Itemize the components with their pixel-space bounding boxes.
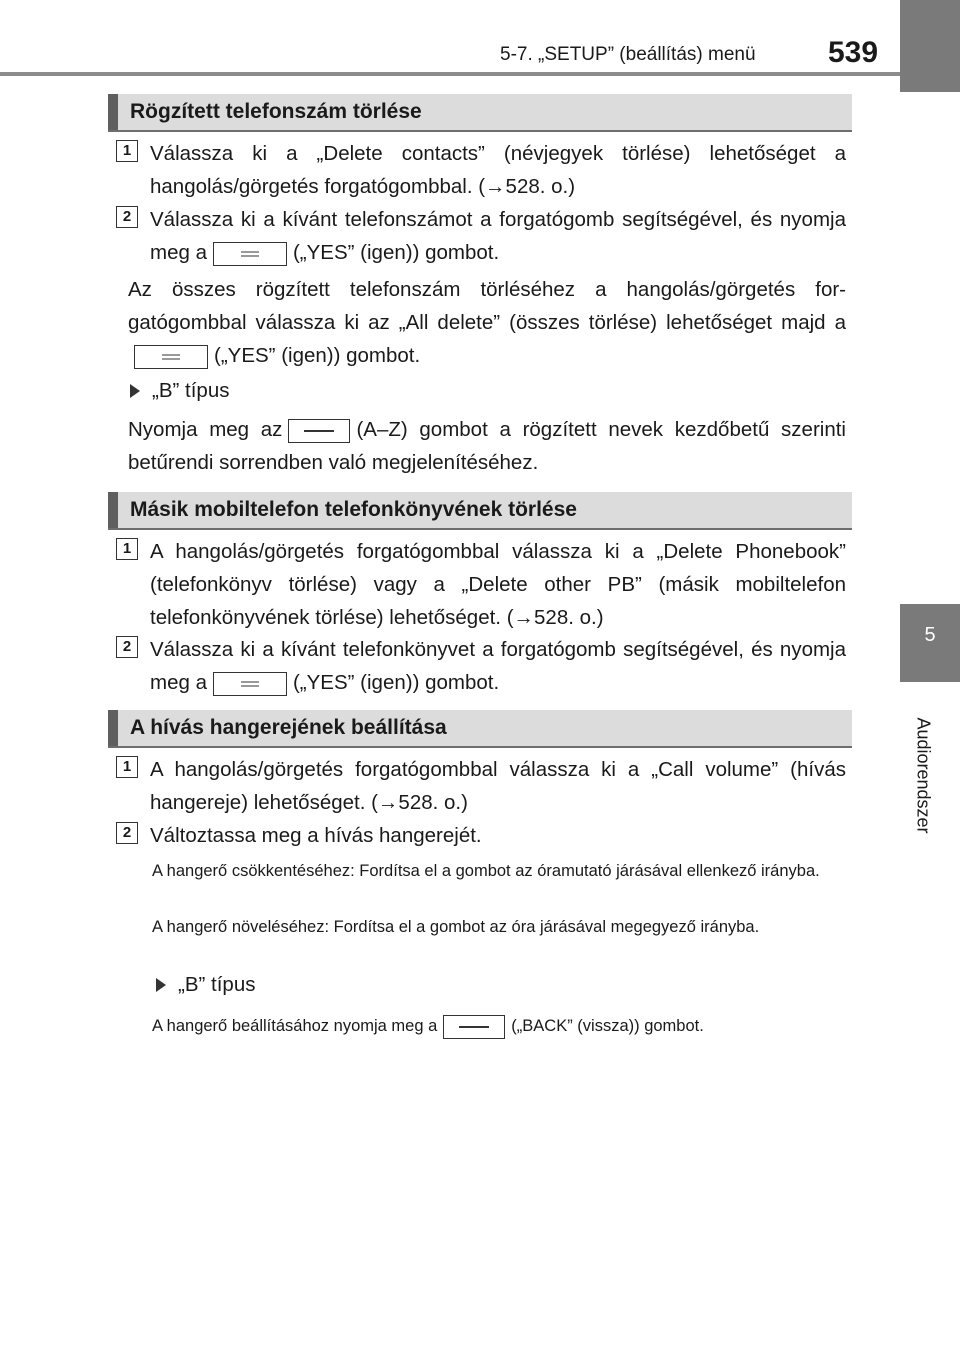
text-run: Válassza ki a kívánt telefonkönyvet a forgatógomb segítségével, és nyomja meg a — [150, 638, 846, 694]
side-tab-top — [900, 0, 960, 92]
running-header: 5-7. „SETUP” (beállítás) menü — [500, 44, 756, 65]
enter-mark-icon — [241, 251, 259, 256]
section-heading-call-volume — [108, 710, 852, 748]
text-run: A hangerő beállításához nyomja meg a — [152, 1017, 438, 1035]
enter-button-icon — [213, 672, 287, 696]
step-number: 1 — [116, 538, 138, 560]
text-run: Az összes rögzített telefonszám törléséhez a hangolás/görgetés forgatógombbal válassza ki az „All delete” (összes törlése) lehetőséget majd a — [128, 278, 846, 334]
header-divider — [0, 72, 960, 76]
step-text: Válassza ki a „Delete contacts” (névjegyek törlése) lehetőséget a hangolás/görgetés forgatógombbal. (→528. o.) — [150, 142, 846, 198]
az-button-icon — [288, 419, 350, 443]
text-run: Válassza ki a kívánt telefonszámot a forgatógomb segítségével, és nyomja meg a — [150, 208, 846, 264]
note-paragraph — [128, 273, 846, 372]
note-small: A hangerő csökkentéséhez: Fordítsa el a gombot az óramutató járásával ellenkező irányba. — [152, 862, 820, 880]
step-text — [150, 633, 846, 699]
back-button-icon — [443, 1015, 505, 1039]
step-number: 2 — [116, 822, 138, 844]
text-run: („YES” (igen)) gombot. — [292, 241, 500, 264]
type-label: „B” típus — [178, 973, 256, 996]
dash-mark-icon — [459, 1026, 489, 1028]
step-number: 2 — [116, 636, 138, 658]
step-number: 1 — [116, 756, 138, 778]
bullet-arrow-icon — [156, 978, 166, 992]
dash-mark-icon — [304, 430, 334, 432]
step-text: A hangolás/görgetés forgatógombbal válassza ki a „Delete Phonebook” (telefonkönyv törlése) vagy a „Delete other PB” (másik mobiltelefon telefonkönyvének törlése) lehetőséget. (→528. o.) — [150, 540, 846, 629]
step-text: Változtassa meg a hívás hangerejét. — [150, 824, 482, 847]
enter-button-icon — [134, 345, 208, 369]
step-number: 1 — [116, 140, 138, 162]
note-paragraph — [128, 413, 846, 479]
text-run: („YES” (igen)) gombot. — [292, 671, 500, 694]
chapter-number: 5 — [924, 624, 936, 646]
note-small: A hangerő növeléséhez: Fordítsa el a gombot az óra járásával megegyező irányba. — [152, 918, 760, 936]
step-text: A hangolás/görgetés forgatógombbal válassza ki a „Call volume” (hívás hangereje) lehetőséget. (→528. o.) — [150, 758, 846, 814]
bullet-arrow-icon — [130, 384, 140, 398]
section-title: A hívás hangerejének beállítása — [130, 716, 447, 739]
text-run: („BACK” (vissza)) gombot. — [511, 1017, 704, 1035]
note-small — [152, 1014, 852, 1039]
step-text — [150, 203, 846, 269]
section-title: Rögzített telefonszám törlése — [130, 100, 422, 123]
section-title: Másik mobiltelefon telefonkönyvének törlése — [130, 498, 577, 521]
section-heading-delete-phonebook — [108, 492, 852, 530]
enter-mark-icon — [162, 354, 180, 359]
enter-button-icon — [213, 242, 287, 266]
enter-mark-icon — [241, 681, 259, 686]
section-heading-delete-number — [108, 94, 852, 132]
text-run: („YES” (igen)) gombot. — [214, 344, 421, 367]
type-label: „B” típus — [152, 379, 230, 402]
text-run: (A–Z) gombot a rögzített nevek kezdőbetű szerinti betűrendi sorrendben való megjelenítéséhez. — [128, 418, 846, 474]
chapter-label — [895, 700, 951, 850]
page-number: 539 — [828, 36, 879, 69]
chapter-label-text: Audiorendszer — [913, 716, 934, 834]
text-run: Nyomja meg az — [128, 418, 283, 441]
step-number: 2 — [116, 206, 138, 228]
